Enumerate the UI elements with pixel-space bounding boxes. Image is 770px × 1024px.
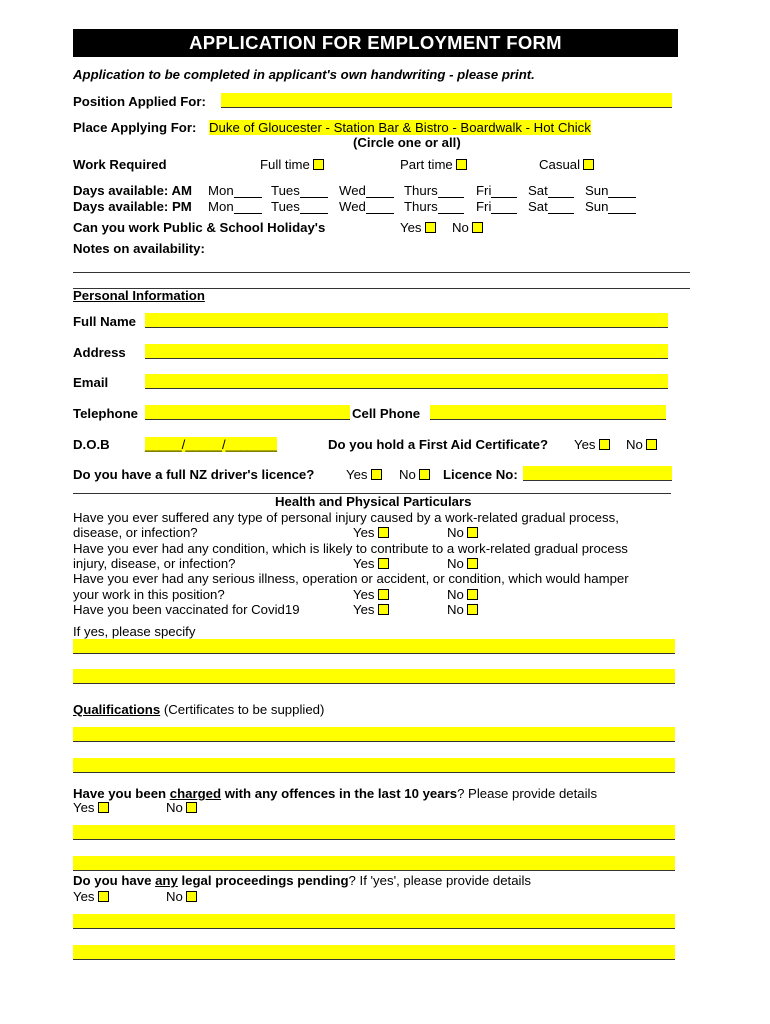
health-q3-yes: Yes xyxy=(353,587,389,602)
dob-label: D.O.B xyxy=(73,437,110,452)
first-aid-yes: Yes xyxy=(574,437,610,452)
licence-no: No xyxy=(399,467,430,482)
days-am-label: Days available: AM xyxy=(73,183,192,198)
health-q1-line2: disease, or infection? xyxy=(73,525,198,540)
am-fri[interactable]: Fri xyxy=(476,183,517,198)
cell-phone-input[interactable] xyxy=(430,405,666,420)
health-q2-yes-checkbox[interactable] xyxy=(378,558,389,569)
personal-heading: Personal Information xyxy=(73,288,205,303)
part-time-checkbox[interactable] xyxy=(456,159,467,170)
pm-thurs[interactable]: Thurs xyxy=(404,199,464,214)
health-q2-line2: injury, disease, or infection? xyxy=(73,556,236,571)
first-aid-yes-checkbox[interactable] xyxy=(599,439,610,450)
am-mon[interactable]: Mon xyxy=(208,183,262,198)
full-time-checkbox[interactable] xyxy=(313,159,324,170)
health-q3-line1: Have you ever had any serious illness, operation or accident, or condition, which would hamper xyxy=(73,571,629,586)
legal-no-checkbox[interactable] xyxy=(186,891,197,902)
part-time-option: Part time xyxy=(400,157,467,172)
qualifications-line-2[interactable] xyxy=(73,758,675,773)
qualifications-line-1[interactable] xyxy=(73,727,675,742)
first-aid-no: No xyxy=(626,437,657,452)
holidays-no-checkbox[interactable] xyxy=(472,222,483,233)
holidays-yes-checkbox[interactable] xyxy=(425,222,436,233)
health-q4-no-checkbox[interactable] xyxy=(467,604,478,615)
pm-sun[interactable]: Sun xyxy=(585,199,636,214)
offences-line-1[interactable] xyxy=(73,825,675,840)
legal-no: No xyxy=(166,889,197,904)
pm-mon[interactable]: Mon xyxy=(208,199,262,214)
position-label: Position Applied For: xyxy=(73,94,206,109)
holidays-no: No xyxy=(452,220,483,235)
health-q2-no-checkbox[interactable] xyxy=(467,558,478,569)
am-sun[interactable]: Sun xyxy=(585,183,636,198)
qualifications-heading: Qualifications (Certificates to be supplied) xyxy=(73,702,325,717)
notes-label: Notes on availability: xyxy=(73,241,205,256)
place-options[interactable]: Duke of Gloucester - Station Bar & Bistro - Boardwalk - Hot Chick xyxy=(209,120,591,135)
legal-line-2[interactable] xyxy=(73,945,675,960)
first-aid-no-checkbox[interactable] xyxy=(646,439,657,450)
pm-tues[interactable]: Tues xyxy=(271,199,328,214)
pm-wed[interactable]: Wed xyxy=(339,199,394,214)
health-q1-yes: Yes xyxy=(353,525,389,540)
legal-question: Do you have any legal proceedings pending? If 'yes', please provide details xyxy=(73,873,531,888)
full-time-option: Full time xyxy=(260,157,324,172)
health-q1-no-checkbox[interactable] xyxy=(467,527,478,538)
health-q3-line2: your work in this position? xyxy=(73,587,225,602)
am-sat[interactable]: Sat xyxy=(528,183,574,198)
specify-line-1[interactable] xyxy=(73,639,675,654)
offences-question: Have you been charged with any offences in the last 10 years? Please provide details xyxy=(73,786,598,801)
health-q2-line1: Have you ever had any condition, which is likely to contribute to a work-related gradual process xyxy=(73,541,628,556)
page-title: APPLICATION FOR EMPLOYMENT FORM xyxy=(73,29,678,57)
licence-label: Do you have a full NZ driver's licence? xyxy=(73,467,315,482)
notes-line-2[interactable] xyxy=(73,274,690,289)
holidays-label: Can you work Public & School Holiday's xyxy=(73,220,326,235)
health-q1-no: No xyxy=(447,525,478,540)
offences-line-2[interactable] xyxy=(73,856,675,871)
am-wed[interactable]: Wed xyxy=(339,183,394,198)
health-q2-yes: Yes xyxy=(353,556,389,571)
holidays-yes: Yes xyxy=(400,220,436,235)
circle-note: (Circle one or all) xyxy=(353,135,461,150)
health-heading: Health and Physical Particulars xyxy=(275,494,472,509)
health-q3-no-checkbox[interactable] xyxy=(467,589,478,600)
health-q3-yes-checkbox[interactable] xyxy=(378,589,389,600)
first-aid-label: Do you hold a First Aid Certificate? xyxy=(328,437,549,452)
am-tues[interactable]: Tues xyxy=(271,183,328,198)
health-q2-no: No xyxy=(447,556,478,571)
notes-line-1[interactable] xyxy=(73,258,690,273)
am-thurs[interactable]: Thurs xyxy=(404,183,464,198)
health-q4-yes: Yes xyxy=(353,602,389,617)
address-input[interactable] xyxy=(145,344,668,359)
health-q4: Have you been vaccinated for Covid19 xyxy=(73,602,300,617)
offences-no-checkbox[interactable] xyxy=(186,802,197,813)
cell-phone-label: Cell Phone xyxy=(352,406,421,421)
full-name-input[interactable] xyxy=(145,313,668,328)
specify-line-2[interactable] xyxy=(73,669,675,684)
health-q1-yes-checkbox[interactable] xyxy=(378,527,389,538)
health-q1-line1: Have you ever suffered any type of personal injury caused by a work-related gradual process, xyxy=(73,510,619,525)
licence-yes: Yes xyxy=(346,467,382,482)
telephone-input[interactable] xyxy=(145,405,350,420)
place-label: Place Applying For: xyxy=(73,120,197,135)
legal-yes-checkbox[interactable] xyxy=(98,891,109,902)
days-pm-label: Days available: PM xyxy=(73,199,192,214)
offences-yes-checkbox[interactable] xyxy=(98,802,109,813)
telephone-label: Telephone xyxy=(73,406,138,421)
pm-fri[interactable]: Fri xyxy=(476,199,517,214)
licence-number-label: Licence No: xyxy=(443,467,518,482)
full-name-label: Full Name xyxy=(73,314,137,329)
address-label: Address xyxy=(73,345,126,360)
pm-sat[interactable]: Sat xyxy=(528,199,574,214)
casual-option: Casual xyxy=(539,157,594,172)
position-input[interactable] xyxy=(221,93,672,108)
work-required-label: Work Required xyxy=(73,157,167,172)
health-q4-no: No xyxy=(447,602,478,617)
specify-label: If yes, please specify xyxy=(73,624,196,639)
email-input[interactable] xyxy=(145,374,668,389)
legal-yes: Yes xyxy=(73,889,109,904)
legal-line-1[interactable] xyxy=(73,914,675,929)
offences-no: No xyxy=(166,800,197,815)
health-q4-yes-checkbox[interactable] xyxy=(378,604,389,615)
offences-yes: Yes xyxy=(73,800,109,815)
section-divider xyxy=(73,479,671,494)
email-label: Email xyxy=(73,375,109,390)
dob-input[interactable]: _____/_____/_______ xyxy=(145,437,278,452)
form-instructions: Application to be completed in applicant's own handwriting - please print. xyxy=(73,67,535,82)
health-q3-no: No xyxy=(447,587,478,602)
casual-checkbox[interactable] xyxy=(583,159,594,170)
